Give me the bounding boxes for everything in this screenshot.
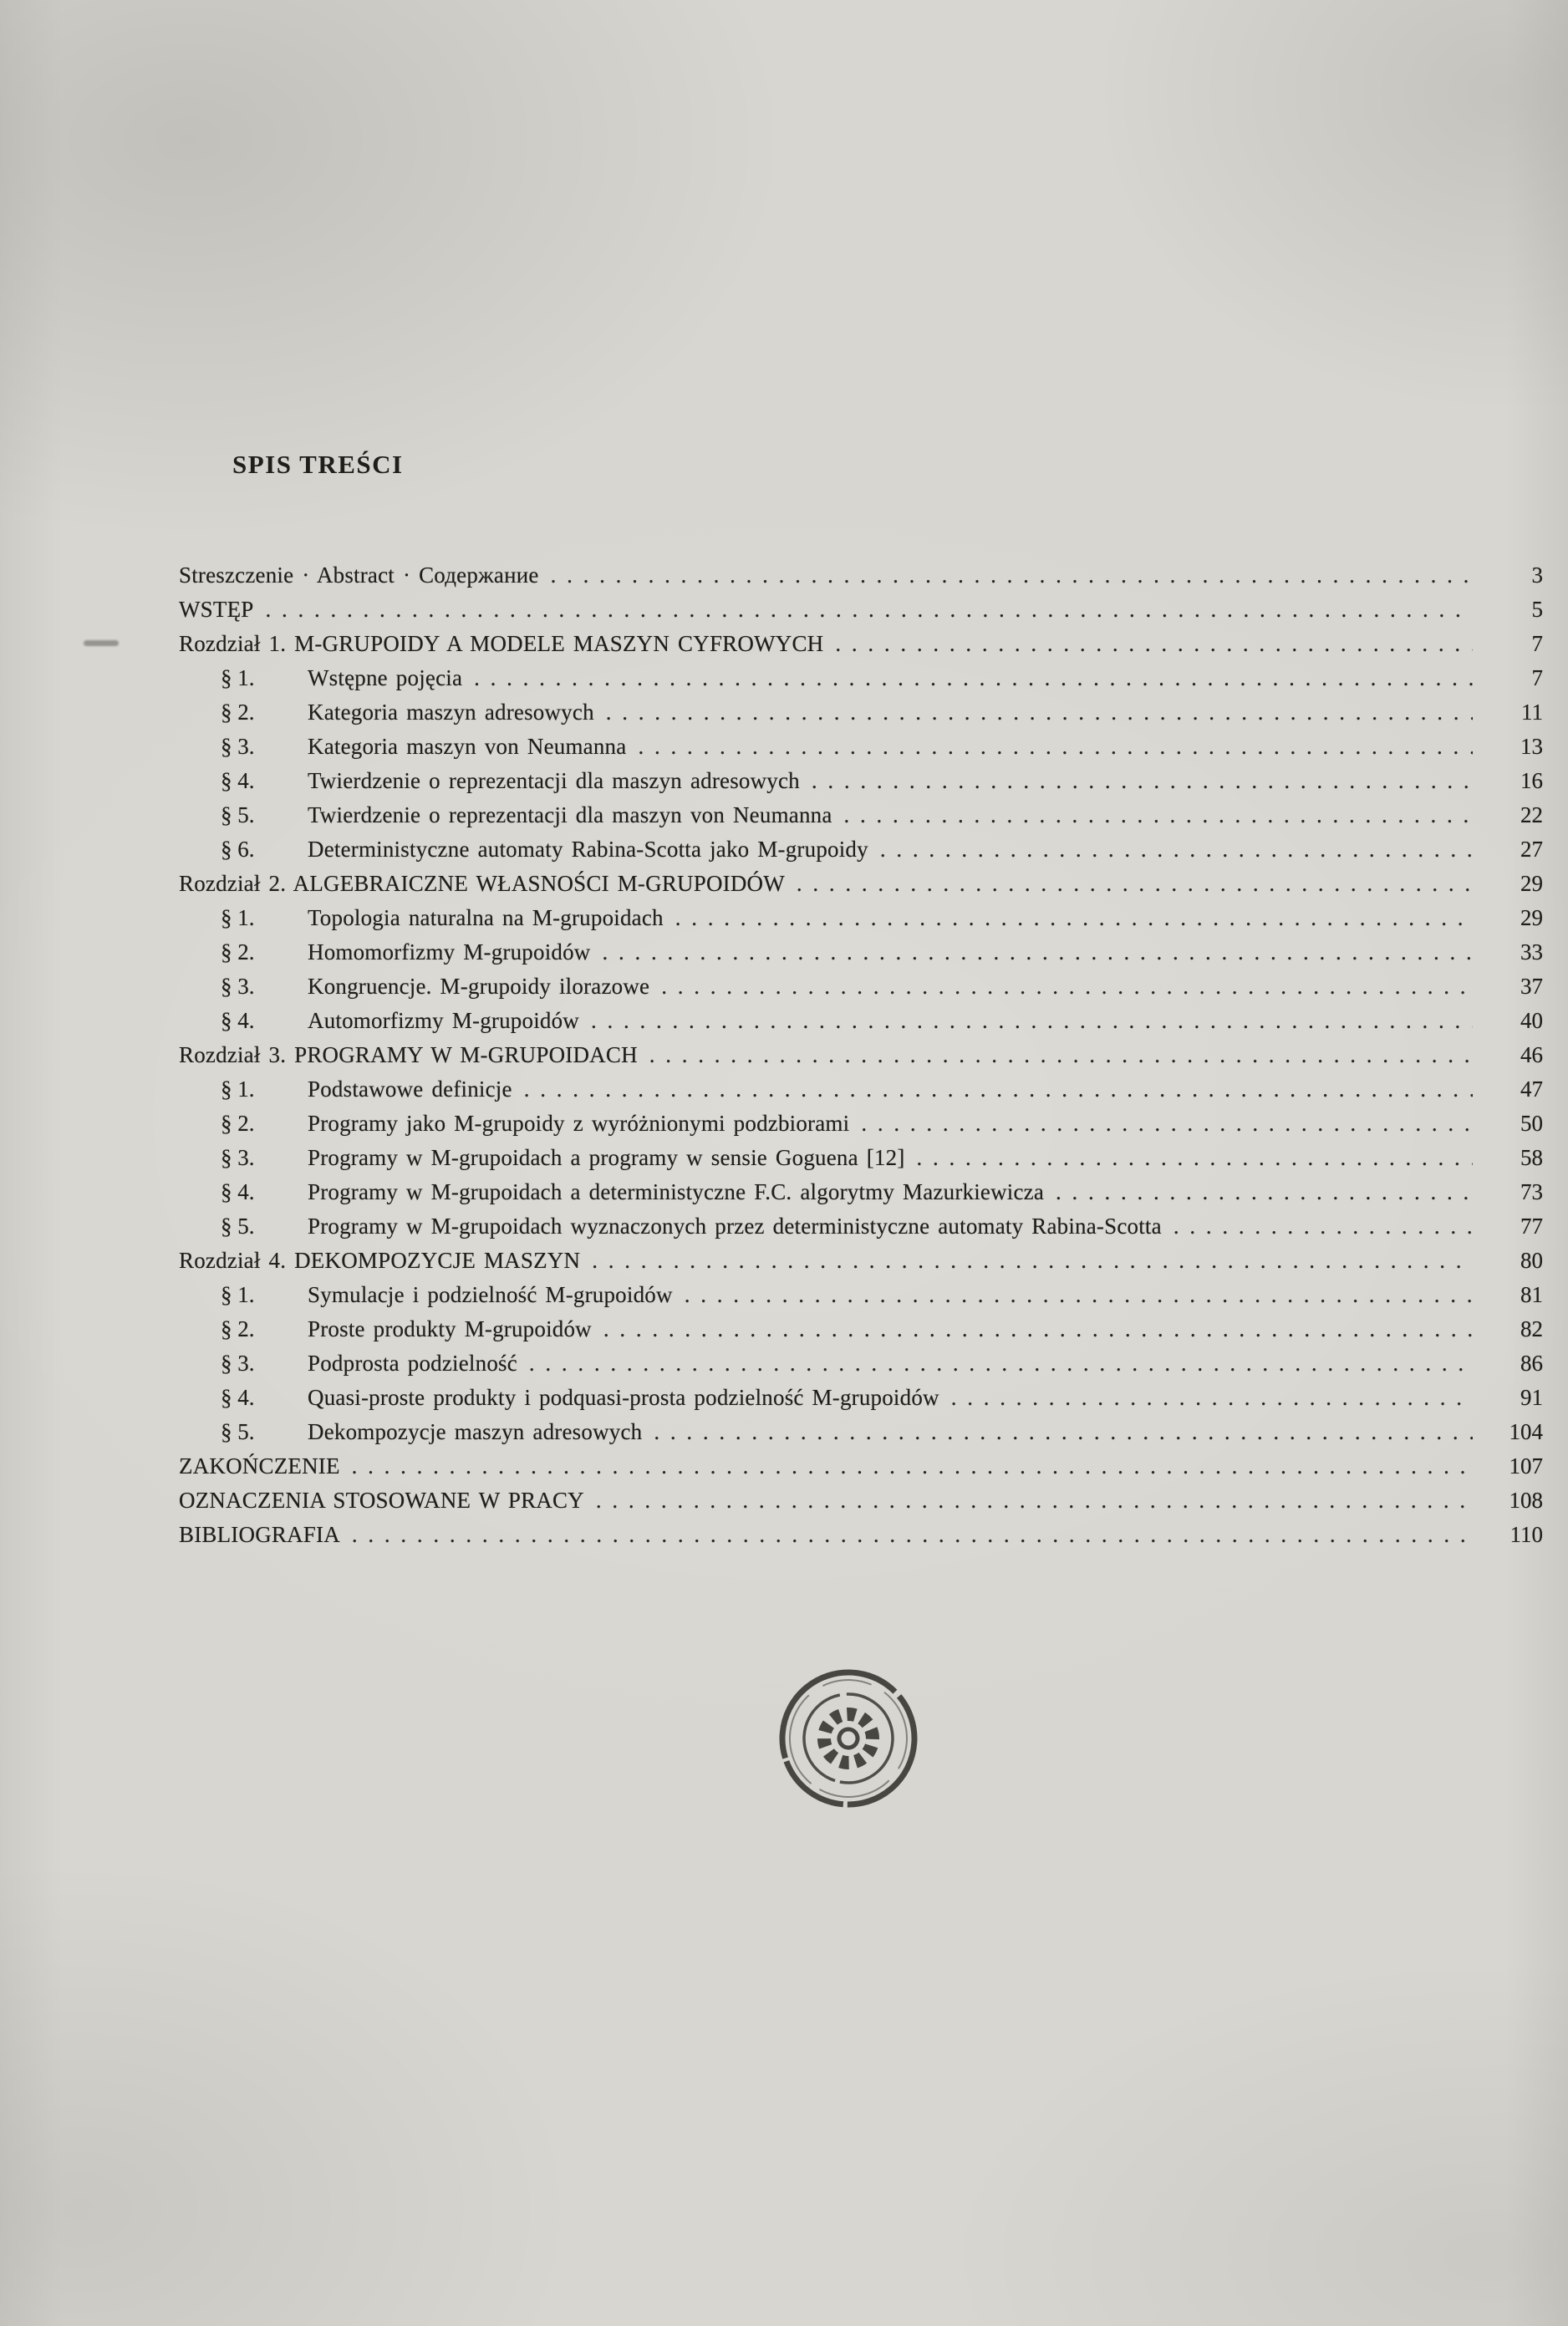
dot-leader — [649, 1038, 1473, 1072]
dot-leader — [551, 558, 1473, 593]
toc-entry — [179, 1209, 1543, 1244]
dot-leader — [685, 1278, 1473, 1312]
toc-entry — [179, 661, 1543, 695]
toc-entry-label: Rozdział 1. M-GRUPOIDY A MODELE MASZYN CYFROWYCH — [179, 631, 824, 656]
toc-entry — [179, 1449, 1543, 1484]
dot-leader — [591, 1004, 1473, 1038]
toc-entry-page: 27 — [1520, 837, 1543, 862]
dot-leader — [675, 901, 1473, 935]
toc-entry-page: 16 — [1520, 768, 1543, 793]
toc-entry-section: § 3. — [221, 1145, 255, 1170]
toc-entry — [179, 970, 1543, 1004]
toc-entry — [179, 798, 1543, 832]
toc-entry-page: 22 — [1520, 802, 1543, 827]
toc-entry-section: § 2. — [221, 1316, 255, 1341]
dot-leader — [606, 695, 1473, 730]
toc-entry — [179, 832, 1543, 867]
dot-leader — [638, 730, 1473, 764]
toc-entry-section: § 4. — [221, 1385, 255, 1410]
dot-leader — [880, 832, 1473, 867]
toc-entry-section: § 6. — [221, 837, 255, 862]
toc-entry-label: Kategoria maszyn adresowych — [308, 700, 594, 725]
toc-entry — [179, 1415, 1543, 1449]
toc-entry-page: 104 — [1509, 1419, 1543, 1444]
toc-entry-section: § 3. — [221, 1351, 255, 1376]
toc-entry-label: Rozdział 3. PROGRAMY W M-GRUPOIDACH — [179, 1042, 638, 1067]
toc-entry-page: 58 — [1520, 1145, 1543, 1170]
toc-entry-page: 5 — [1531, 597, 1543, 622]
toc-entry-section: § 4. — [221, 768, 255, 793]
toc-entry — [179, 1381, 1543, 1415]
toc-entry-page: 107 — [1509, 1453, 1543, 1479]
toc-entry-section: § 5. — [221, 1214, 255, 1239]
toc-entry-page: 50 — [1520, 1111, 1543, 1136]
toc-entry-page: 7 — [1531, 631, 1543, 656]
toc-entry-section: § 2. — [221, 1111, 255, 1136]
toc-entry-page: 108 — [1509, 1488, 1543, 1513]
dot-leader — [661, 970, 1473, 1004]
toc-entry — [179, 1312, 1543, 1346]
toc-entry-label: Programy w M-grupoidach a programy w sensie Goguena [12] — [308, 1145, 905, 1170]
toc-entry-section: § 4. — [221, 1179, 255, 1204]
dot-leader — [1056, 1175, 1473, 1209]
toc-entry — [179, 935, 1543, 970]
toc-entry-page: 46 — [1520, 1042, 1543, 1067]
toc-entry-label: Deterministyczne automaty Rabina-Scotta jako M-grupoidy — [308, 837, 868, 862]
toc-entry-label: Automorfizmy M-grupoidów — [308, 1008, 580, 1033]
toc-entry-label: Rozdział 2. ALGEBRAICZNE WŁASNOŚCI M-GRUPOIDÓW — [179, 871, 785, 896]
page-title: SPIS TREŚCI — [232, 450, 404, 479]
dot-leader — [603, 935, 1473, 970]
dot-leader — [524, 1072, 1473, 1107]
toc-entry — [179, 764, 1543, 798]
toc-entry-label: Proste produkty M-grupoidów — [308, 1316, 592, 1341]
toc-entry — [179, 1244, 1543, 1278]
toc-entry-page: 110 — [1509, 1522, 1543, 1547]
toc-entry-label: OZNACZENIA STOSOWANE W PRACY — [179, 1488, 584, 1513]
toc-entry-label: Twierdzenie o reprezentacji dla maszyn von Neumanna — [308, 802, 832, 827]
toc-entry-label: Twierdzenie o reprezentacji dla maszyn adresowych — [308, 768, 800, 793]
dot-leader — [592, 1244, 1473, 1278]
toc-entry-section: § 2. — [221, 939, 255, 965]
toc-entry-label: Topologia naturalna na M-grupoidach — [308, 905, 664, 930]
dot-leader — [529, 1346, 1473, 1381]
dot-leader — [861, 1107, 1473, 1141]
toc-entry-label: Streszczenie · Abstract · Содержание — [179, 562, 539, 588]
toc-entry-section: § 1. — [221, 905, 255, 930]
toc-entry — [179, 1518, 1543, 1552]
toc-entry-section: § 1. — [221, 1282, 255, 1307]
toc-entry — [179, 1346, 1543, 1381]
toc-entry-label: Kongruencje. M-grupoidy ilorazowe — [308, 974, 650, 999]
toc-entry-page: 77 — [1520, 1214, 1543, 1239]
toc-entry-label: Rozdział 4. DEKOMPOZYCJE MASZYN — [179, 1248, 581, 1273]
toc-entry — [179, 1278, 1543, 1312]
toc-entry — [179, 730, 1543, 764]
dot-leader — [1173, 1209, 1473, 1244]
toc-entry-section: § 5. — [221, 1419, 255, 1444]
toc-entry-page: 86 — [1520, 1351, 1543, 1376]
dot-leader — [812, 764, 1473, 798]
toc-entry — [179, 1072, 1543, 1107]
dot-leader — [951, 1381, 1473, 1415]
toc-entry — [179, 627, 1543, 661]
toc-entry-section: § 2. — [221, 700, 255, 725]
toc-entry-label: Dekompozycje maszyn adresowych — [308, 1419, 643, 1444]
toc-entry-page: 81 — [1520, 1282, 1543, 1307]
toc-entry-page: 91 — [1520, 1385, 1543, 1410]
dot-leader — [797, 867, 1473, 901]
dot-leader — [266, 593, 1473, 627]
toc-entry — [179, 1175, 1543, 1209]
toc-entry-label: Programy jako M-grupoidy z wyróżnionymi podzbiorami — [308, 1111, 850, 1136]
toc-entry — [179, 1141, 1543, 1175]
toc-entry-page: 7 — [1531, 665, 1543, 690]
toc-entry-section: § 4. — [221, 1008, 255, 1033]
toc-entry-page: 13 — [1520, 734, 1543, 759]
toc-entry-page: 47 — [1520, 1076, 1543, 1102]
toc-entry-page: 11 — [1521, 700, 1543, 725]
toc-entry-page: 33 — [1520, 939, 1543, 965]
toc-entry-label: Kategoria maszyn von Neumanna — [308, 734, 627, 759]
toc-entry-page: 80 — [1520, 1248, 1543, 1273]
toc-entry-label: WSTĘP — [179, 597, 254, 622]
dot-leader — [654, 1415, 1473, 1449]
toc-entry-label: Wstępne pojęcia — [308, 665, 463, 690]
toc-entry-label: Podprosta podzielność — [308, 1351, 517, 1376]
toc-entry — [179, 1107, 1543, 1141]
toc-entry — [179, 1004, 1543, 1038]
toc-entry-label: Podstawowe definicje — [308, 1076, 512, 1102]
library-stamp — [769, 1659, 928, 1818]
toc-entry-page: 37 — [1520, 974, 1543, 999]
toc-entry-label: ZAKOŃCZENIE — [179, 1453, 340, 1479]
library-stamp-graphic — [769, 1659, 928, 1818]
toc-entry-label: Homomorfizmy M-grupoidów — [308, 939, 591, 965]
dot-leader — [474, 661, 1473, 695]
toc-entry — [179, 695, 1543, 730]
toc-entry-section: § 1. — [221, 1076, 255, 1102]
toc-entry-label: Symulacje i podzielność M-grupoidów — [308, 1282, 673, 1307]
dot-leader — [603, 1312, 1473, 1346]
toc-entry-page: 29 — [1520, 905, 1543, 930]
toc-entry-label: BIBLIOGRAFIA — [179, 1522, 340, 1547]
toc-entry-page: 3 — [1531, 562, 1543, 588]
toc-entry-section: § 3. — [221, 734, 255, 759]
toc-entry-label: Quasi-proste produkty i podquasi-prosta podzielność M-grupoidów — [308, 1385, 939, 1410]
toc-entry-section: § 3. — [221, 974, 255, 999]
dot-leader — [917, 1141, 1473, 1175]
toc-entry — [179, 901, 1543, 935]
toc-entry-label: Programy w M-grupoidach wyznaczonych przez deterministyczne automaty Rabina-Scotta — [308, 1214, 1162, 1239]
toc-entry — [179, 558, 1543, 593]
toc-entry-page: 29 — [1520, 871, 1543, 896]
toc-entry-page: 73 — [1520, 1179, 1543, 1204]
toc-entry — [179, 1484, 1543, 1518]
toc-entry-section: § 5. — [221, 802, 255, 827]
toc-entry-label: Programy w M-grupoidach a deterministyczne F.C. algorytmy Mazurkiewicza — [308, 1179, 1045, 1204]
dot-leader — [352, 1518, 1473, 1552]
toc-entry — [179, 867, 1543, 901]
dot-leader — [844, 798, 1473, 832]
dot-leader — [352, 1449, 1473, 1484]
toc-entry — [179, 1038, 1543, 1072]
toc-entry — [179, 593, 1543, 627]
toc-entry-section: § 1. — [221, 665, 255, 690]
dot-leader — [596, 1484, 1473, 1518]
toc-entry-page: 82 — [1520, 1316, 1543, 1341]
scan-artifact — [84, 640, 119, 646]
table-of-contents — [179, 558, 1543, 1552]
dot-leader — [835, 627, 1473, 661]
toc-entry-page: 40 — [1520, 1008, 1543, 1033]
